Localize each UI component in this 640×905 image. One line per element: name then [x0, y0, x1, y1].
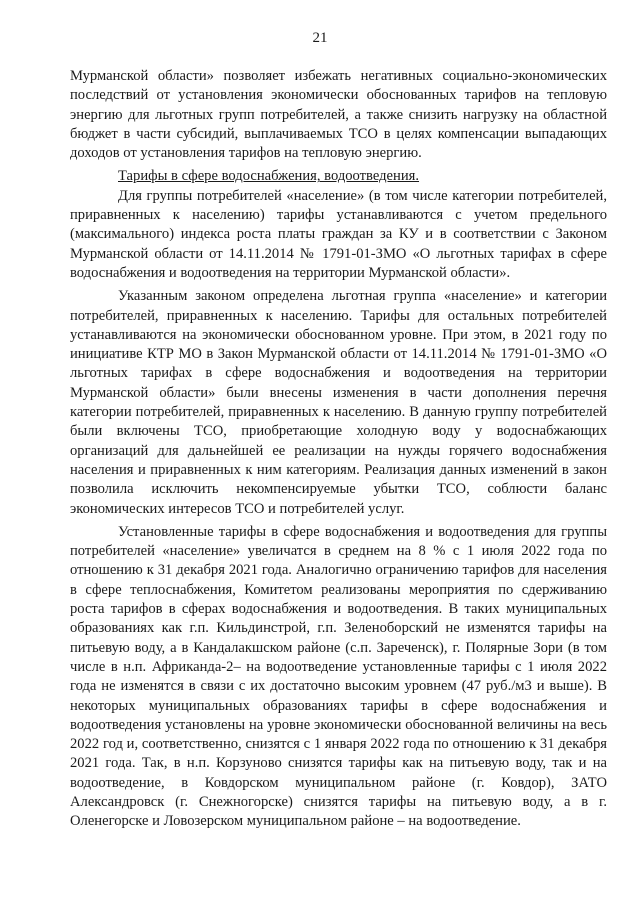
page-number: 21: [312, 30, 328, 46]
document-body: [70, 67, 607, 836]
section-heading-text: Тарифы в сфере водоснабжения, водоотведения.: [118, 168, 420, 185]
intro-paragraph: Мурманской области» позволяет избежать негативных социально-экономических последствий от установления экономически обоснованных тарифов на тепловую энергию для льготных групп потребителей, а также снизить нагрузку на областной бюджет в части субсидий, выплачиваемых ТСО в целях компенсации выпадающих доходов от установления тарифов на тепловую энергию.: [70, 68, 607, 162]
paragraph: Указанным законом определена льготная группа «население» и категории потребителей, приравненных к населению. Тарифы для остальных потребителей устанавливаются на экономически обоснованном уровне. При этом, в 2021 году по инициативе КТР МО в Закон Мурманской области от 14.11.2014 № 1791-01-ЗМО «О льготных тарифах в сфере водоснабжения и водоотведения на территории Мурманской области» были внесены изменения в части дополнения перечня категории потребителей, приравненных к населению. В данную группу потребителей были включены ТСО, приобретающие холодную воду у водоснабжающих организаций для дальнейшей ее реализации на нужды горячего водоснабжения населения и приравненных к ним категориям. Реализация данных изменений в закон позволила исключить некомпенсируемые убытки ТСО, соблюсти баланс экономических интересов ТСО и потребителей услуг.: [70, 288, 607, 517]
section-heading: [70, 167, 607, 186]
paragraph: Для группы потребителей «население» (в том числе категории потребителей, приравненных к населению) тарифы устанавливаются с учетом предельного (максимального) индекса роста платы граждан за КУ и в соответствии с Законом Мурманской области от 14.11.2014 № 1791-01-ЗМО «О льготных тарифах в сфере водоснабжения и водоотведения на территории Мурманской области».: [70, 187, 607, 281]
paragraph: Установленные тарифы в сфере водоснабжения и водоотведения для группы потребителей «население» увеличатся в среднем на 8 % с 1 июля 2022 года по отношению к 31 декабря 2021 года. Аналогично ограничению тарифов для населения в сфере теплоснабжения, Комитетом реализованы мероприятия по сдерживанию роста тарифов в сферах водоснабжения и водоотведения. В таких муниципальных образованиях как г.п. Кильдинстрой, г.п. Зеленоборский не изменятся тарифы на питьевую воду, а в Кандалакшском районе (с.п. Зареченск), г. Полярные Зори (в том числе в н.п. Африканда-2– на водоотведение установленные тарифы с 1 июля 2022 года не изменятся в связи с их достаточно высоким уровнем (47 руб./м3 и выше). В некоторых муниципальных образованиях тарифы в сфере водоснабжения и водоотведения установлены на уровне экономически обоснованной величины на весь 2022 год и, соответственно, снизятся с 1 января 2022 года по отношению к 31 декабря 2021 года. Так, в н.п. Корзуново снизятся тарифы как на питьевую воду, так и на водоотведение, в Ковдорском муниципальном районе (г. Ковдор), ЗАТО Александровск (г. Снежногорске) снизятся тарифы на питьевую воду, а в г. Оленегорске и Ловозерском муниципальном районе – на водоотведение.: [70, 523, 607, 830]
